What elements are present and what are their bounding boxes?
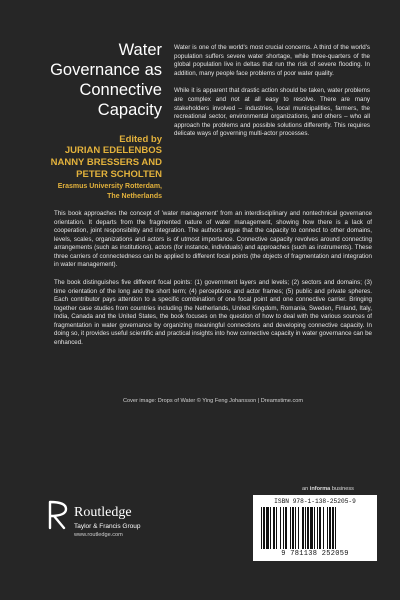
- barcode-bar: [292, 507, 294, 549]
- barcode-bar: [266, 507, 269, 549]
- barcode-bar: [314, 507, 315, 549]
- editor-name: JURIAN EDELENBOS: [64, 145, 162, 156]
- barcode-bar: [263, 507, 265, 549]
- isbn-text: ISBN 978-1-138-25205-9: [274, 498, 356, 505]
- barcode-bar: [290, 507, 291, 549]
- informa-suffix: business: [330, 486, 354, 492]
- barcode-bar: [283, 507, 284, 549]
- barcode-bar: [302, 507, 304, 549]
- barcode-bar: [319, 507, 321, 549]
- barcode-bar: [285, 507, 287, 549]
- intro-paragraph: While it is apparent that drastic action should be taken, water problems are complex and not at all easy to resolve. There are many stakeholders involved – industries, local municipalities, farmers, the recreational sector, environmental organizations, and others – who all approach the problems and possible solutions differently. This requires delicate ways of governing multi-actor processes.: [174, 87, 370, 138]
- barcode-bar: [327, 507, 328, 549]
- routledge-r-icon: [48, 500, 68, 530]
- description-block: [54, 279, 372, 347]
- editor-name: PETER SCHOLTEN: [76, 169, 162, 180]
- barcode-bar: [305, 507, 306, 549]
- intro-column: [174, 44, 370, 148]
- title-line: Governance as: [50, 61, 162, 79]
- informa-business-label: [302, 486, 354, 492]
- barcode-bar: [295, 507, 296, 549]
- description-paragraph: This book approaches the concept of 'water management' from an interdisciplinary and nontechnical governance orientation. It departs from the fragmented nature of water management, showing how there is a lack of cooperation, joint responsibility and integration. The authors argue that the capacity to connect to other domains, levels, scales, organizations and actors is of utmost importance. Connective capacity revolves around connecting arrangements (such as institutions), actors (for instance, individuals) and approaches (such as instruments). These three carriers of connectedness can be applied to different focal points (the objects of fragmentation and integration in water management).: [54, 210, 372, 268]
- barcode-bar: [323, 507, 324, 549]
- barcode-digits: 9 781138 252059: [281, 550, 349, 558]
- title-line: Water: [118, 41, 162, 59]
- barcode-bar: [261, 507, 262, 549]
- publisher-group: Taylor & Francis Group: [74, 523, 141, 530]
- barcode-bar: [332, 507, 334, 549]
- informa-prefix: an: [302, 486, 310, 492]
- barcode-bar: [307, 507, 309, 549]
- description-block: [54, 210, 372, 270]
- cover-credit: Cover image: Drops of Water © Ying Feng Johansson | Dreamstime.com: [122, 398, 304, 404]
- barcode: [253, 495, 377, 561]
- affiliation: Erasmus University Rotterdam,: [57, 183, 162, 190]
- barcode-bar: [298, 507, 299, 549]
- editors-label: Edited by: [119, 134, 162, 145]
- informa-brand: informa: [309, 486, 331, 492]
- publisher-logo: [48, 500, 198, 550]
- publisher-url: www.routledge.com: [74, 532, 123, 538]
- barcode-bar: [335, 507, 336, 549]
- editor-name: NANNY BRESSERS AND: [50, 157, 162, 168]
- affiliation: The Netherlands: [107, 193, 162, 200]
- barcode-bar: [276, 507, 277, 549]
- barcode-bar: [273, 507, 275, 549]
- description-paragraph: The book distinguishes five different focal points: (1) government layers and levels; (2) sectors and domains; (3) time orientation of the long and the short term; (4) perceptions and actor frames; (5) public and private spheres. Each contributor pays attention to a specific combination of one focal point and one connective carrier. Bringing together case studies from countries including the Netherlands, United Kingdom, Romania, Sweden, Finland, Italy, India, Canada and the United States, the book focuses on the question of how to deal with the various sources of fragmentation in water governance by organizing meaningful connections and developing connective capacity. In doing so, it provides useful scientific and practical insights into how connective capacity in water governance can be enhanced.: [54, 279, 372, 346]
- barcode-bar: [270, 507, 271, 549]
- barcode-bars: [259, 507, 371, 549]
- intro-paragraph: Water is one of the world's most crucial concerns. A third of the world's population suffers severe water shortage, while three-quarters of the global population live in deltas that run the risk of severe flooding. In addition, many people face problems of poor water quality.: [174, 44, 370, 77]
- barcode-bar: [280, 507, 281, 549]
- barcode-bar: [329, 507, 331, 549]
- title-line: Connective: [79, 81, 162, 99]
- publisher-name: Routledge: [74, 505, 132, 520]
- title-line: Capacity: [97, 101, 162, 119]
- barcode-bar: [317, 507, 318, 549]
- barcode-bar: [310, 507, 313, 549]
- book-title: [14, 40, 162, 120]
- title-block: [14, 40, 162, 201]
